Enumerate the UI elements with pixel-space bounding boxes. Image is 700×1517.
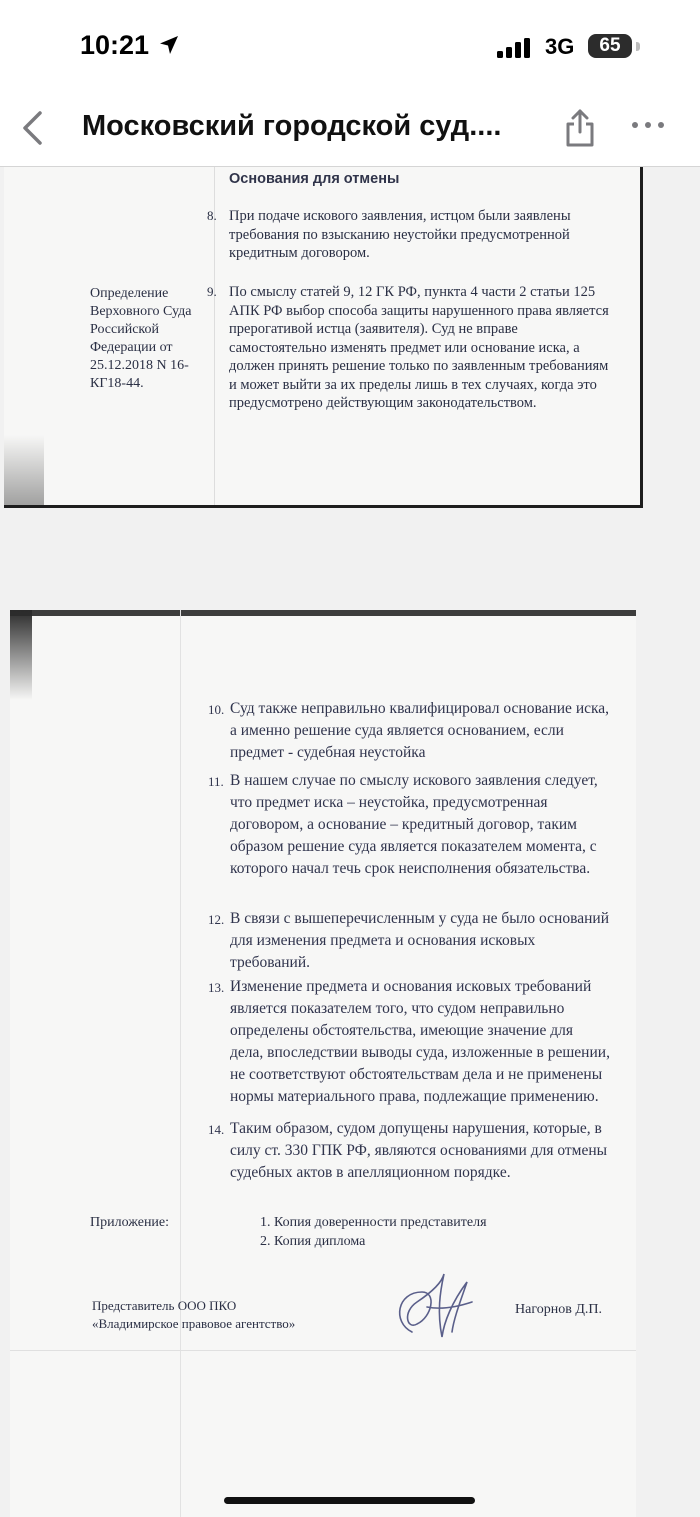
home-indicator[interactable] (224, 1497, 475, 1504)
attachments-list (260, 1213, 487, 1251)
network-type: 3G (545, 34, 575, 59)
status-time: 10:21 (80, 30, 150, 60)
document-page-1 (4, 167, 643, 508)
list-item (208, 698, 610, 764)
attachments-label: Приложение: (90, 1215, 170, 1230)
document-title: Московский городской суд.... (82, 110, 502, 142)
share-icon[interactable] (563, 108, 597, 148)
list-item (207, 207, 609, 263)
item-text: Таким образом, судом допущены нарушения, которые, в силу ст. 330 ГПК РФ, являются основаниями для отмены судебных актов в апелляционном порядке. (230, 1120, 608, 1181)
reference-note: Определение Верховного Суда Российской Федерации от 25.12.2018 N 16-КГ18-44. (90, 286, 192, 391)
page-shadow (4, 435, 44, 505)
item-number: 8. (207, 208, 217, 223)
status-bar (0, 0, 700, 96)
battery-level: 65 (599, 35, 621, 56)
signer-name: Нагорнов Д.П. (515, 1302, 602, 1317)
page-fold (180, 610, 181, 1517)
battery-icon (588, 34, 632, 58)
page-crease (10, 1350, 636, 1351)
list-item (208, 1118, 610, 1184)
item-text: В связи с вышеперечисленным у суда не было оснований для изменения предмета и основания исковых требований. (230, 910, 609, 971)
item-text: Суд также неправильно квалифицировал основание иска, а именно решение суда является основанием, если предмет - судебная неустойка (230, 700, 610, 761)
item-number: 11. (208, 774, 224, 789)
item-number: 10. (208, 702, 225, 717)
battery-cap (636, 42, 640, 51)
attachment-item: 2. Копия диплома (260, 1234, 366, 1249)
signature-icon (382, 1262, 482, 1352)
chevron-left-icon[interactable] (16, 110, 52, 146)
item-text: По смыслу статей 9, 12 ГК РФ, пункта 4 части 2 статьи 125 АПК РФ выбор способа защиты нарушенного права является прерогативой истца (заявителя). Суд не вправе самостоятельно изменять предмет или основание иска, а должен принять решение только по заявленным требованиям и может выйти за их пределы лишь в тех случаях, когда это предусмотрено действующим законодательством. (229, 284, 609, 411)
document-page-2 (10, 610, 636, 1517)
representative-line: Представитель ООО ПКО (92, 1298, 237, 1313)
list-item (207, 283, 609, 413)
item-number: 13. (208, 980, 225, 995)
list-item (208, 976, 610, 1108)
item-number: 9. (207, 284, 217, 299)
list-item (208, 770, 610, 880)
location-arrow-icon (158, 34, 180, 56)
page-edge (10, 610, 636, 616)
item-text: При подаче искового заявления, истцом были заявлены требования по взысканию неустойки предусмотренной кредитным договором. (229, 208, 571, 261)
attachment-item: 1. Копия доверенности представителя (260, 1215, 487, 1230)
item-text: Изменение предмета и основания исковых требований является показателем того, что судом неправильно определены обстоятельства, имеющие значение для дела, впоследствии выводы суда, изложенные в решении, не соответствуют обстоятельствам дела и не применены нормы материального права, подлежащие применению. (230, 978, 610, 1105)
item-text: В нашем случае по смыслу искового заявления следует, что предмет иска – неустойка, предусмотренная договором, а основание – кредитный договор, таким образом решение суда является показателем момента, с которого начал течь срок неисполнения обязательства. (230, 772, 598, 877)
signal-icon (497, 38, 533, 58)
section-heading: Основания для отмены (229, 171, 400, 187)
page-shadow (10, 610, 32, 700)
representative-line: «Владимирское правовое агентство» (92, 1316, 296, 1331)
nav-bar (0, 96, 700, 167)
more-icon[interactable] (630, 118, 666, 132)
representative-block (92, 1297, 295, 1333)
document-viewer[interactable] (0, 167, 700, 1517)
item-number: 12. (208, 912, 225, 927)
list-item (208, 908, 610, 974)
item-number: 14. (208, 1122, 225, 1137)
